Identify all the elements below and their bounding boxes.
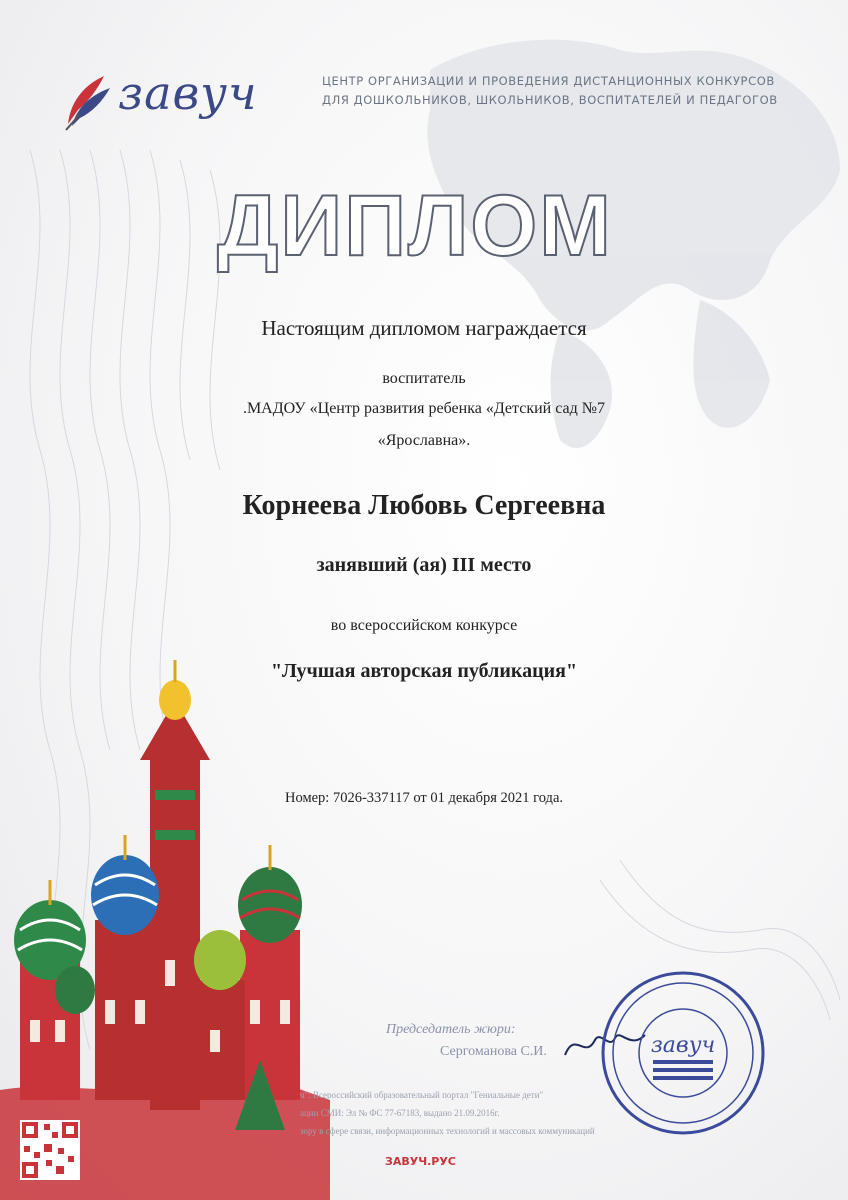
- recipient-organization-line2: «Ярославна».: [377, 432, 471, 449]
- recipient-organization-line1: .МАДОУ «Центр развития ребенка «Детский сад №7: [242, 400, 606, 417]
- footer-line3: зору в сфере связи, информационных технологий и массовых коммуникаций: [300, 1126, 595, 1136]
- jury-chair-name: Сергоманова С.И.: [440, 1044, 547, 1059]
- contest-name: "Лучшая авторская публикация": [270, 660, 578, 682]
- site-link[interactable]: ЗАВУЧ.РУС: [385, 1155, 456, 1168]
- diploma-title-text: ДИПЛОМ: [217, 178, 613, 274]
- logo-text: завуч: [118, 66, 258, 120]
- recipient-role: воспитатель: [382, 370, 466, 387]
- awarded-label: Настоящим дипломом награждается: [261, 316, 587, 340]
- org-header-line1: ЦЕНТР ОРГАНИЗАЦИИ И ПРОВЕДЕНИЯ ДИСТАНЦИОННЫХ КОНКУРСОВ: [322, 74, 775, 88]
- qr-code: [20, 1120, 80, 1180]
- feather-icon: [60, 66, 120, 136]
- diploma-number: Номер: 7026-337117 от 01 декабря 2021 года.: [285, 790, 563, 806]
- logo: [60, 60, 290, 140]
- organization-header: [322, 72, 792, 110]
- diploma-title: [217, 175, 613, 274]
- org-header-line2: ДЛЯ ДОШКОЛЬНИКОВ, ШКОЛЬНИКОВ, ВОСПИТАТЕЛЕЙ И ПЕДАГОГОВ: [322, 93, 778, 107]
- seal-text: завуч: [650, 1033, 716, 1058]
- place-awarded: занявший (ая) III место: [316, 554, 532, 576]
- jury-chair-title: Председатель жюри:: [386, 1022, 516, 1037]
- recipient-name: Корнеева Любовь Сергеевна: [242, 490, 606, 521]
- contest-intro: во всероссийском конкурсе: [330, 617, 518, 634]
- footer-line2: ации СМИ: Эл № ФС 77-67183, выдано 21.09.2016г.: [300, 1108, 500, 1118]
- cathedral-illustration: [0, 660, 330, 1200]
- footer-line1: ч": Всероссийский образовательный портал "Гениальные дети": [300, 1090, 544, 1100]
